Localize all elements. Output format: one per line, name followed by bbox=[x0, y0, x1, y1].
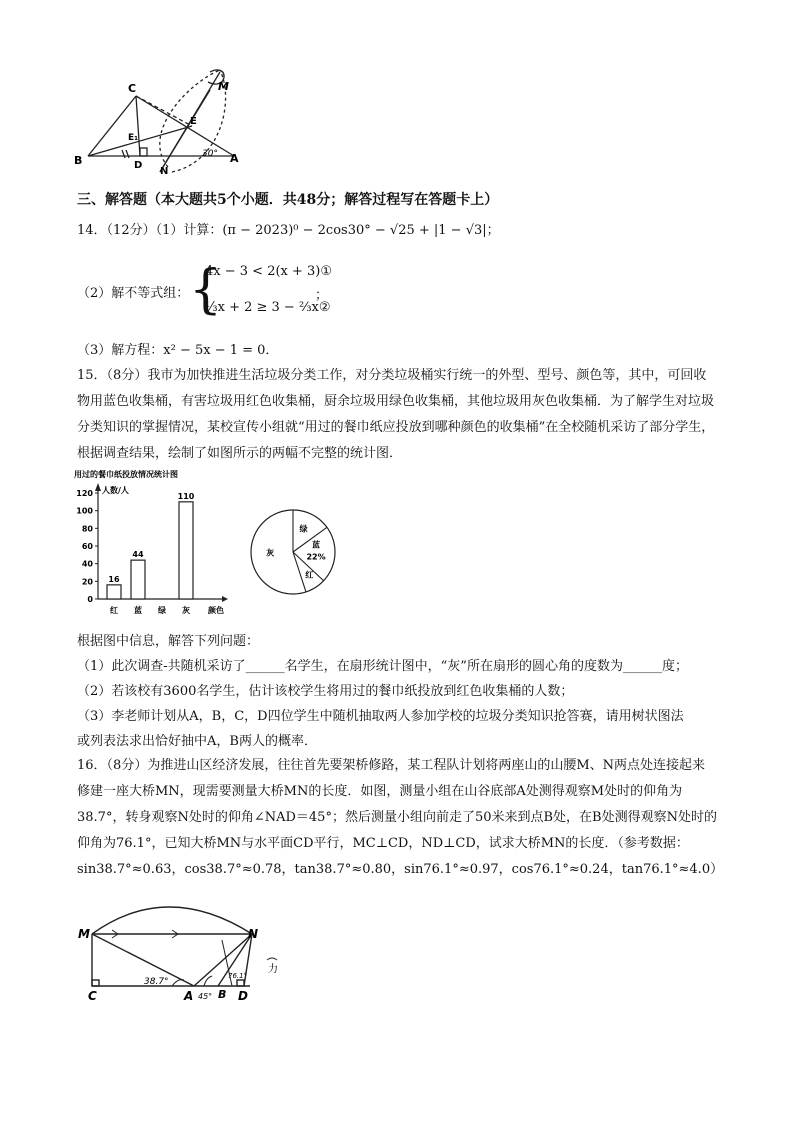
q15-sub2: （2）若该校有3600名学生，估计该校学生将用过的餐巾纸投放到红色收集桶的人数； bbox=[77, 684, 574, 699]
pie-chart bbox=[248, 506, 338, 598]
q15-text: 15．（8分）我市为加快推进生活垃圾分类工作，对分类垃圾桶实行统一的外型、型号、颜色等，其中，可回收物用蓝色收集桶，有害垃圾用红色收集桶，厨余垃圾用绿色收集桶，其他垃圾用灰色收集桶．为了解学生对垃圾分类知识的掌握情况，某校宣传小组就“用过的餐巾纸应投放到哪种颜色的收集桶”在全校随机采访了部分学生，根据调查结果，绘制了如图所示的两幅不完整的统计图． bbox=[77, 368, 715, 461]
label-N: N bbox=[248, 927, 259, 941]
label-D: D bbox=[238, 989, 248, 1003]
label-C: C bbox=[88, 989, 97, 1003]
y-tick-label: 0 bbox=[87, 595, 93, 604]
x-tick-label: 绿 bbox=[158, 606, 166, 615]
label-note: 力 bbox=[268, 964, 278, 975]
bar-value-label: 44 bbox=[132, 550, 144, 560]
geometry-figure-13 bbox=[70, 62, 255, 174]
bar-value-label: 110 bbox=[177, 491, 195, 501]
q15-sub1: （1）此次调查-共随机采访了______名学生，在扇形统计图中，“灰”所在扇形的圆心角的度数为______度； bbox=[77, 659, 688, 674]
x-axis-label: 颜色 bbox=[208, 606, 224, 615]
label-E1: E₁ bbox=[128, 133, 139, 143]
pie-slice-label: 红 bbox=[305, 570, 314, 580]
bar bbox=[179, 502, 193, 599]
label-angle-30: 30° bbox=[202, 149, 218, 159]
q14-part2-label: （2）解不等式组： bbox=[77, 286, 190, 301]
x-axis-arrow bbox=[222, 596, 228, 602]
label-angle-38-7: 38.7° bbox=[144, 977, 169, 987]
q15-prompt: 根据图中信息，解答下列问题： bbox=[77, 634, 260, 649]
label-A: A bbox=[230, 152, 239, 165]
y-tick-label: 100 bbox=[76, 506, 93, 516]
q14-part1 bbox=[77, 221, 500, 241]
brace: { bbox=[189, 260, 223, 320]
bar-chart-title: 用过的餐巾纸投放情况统计图 bbox=[74, 470, 178, 479]
y-tick-label: 60 bbox=[81, 542, 93, 551]
y-tick-label: 20 bbox=[81, 577, 93, 587]
x-tick-label: 蓝 bbox=[134, 606, 142, 615]
label-A: A bbox=[184, 989, 194, 1003]
inequality-2: ⅓x + 2 ≥ 3 − ⅔x② bbox=[205, 300, 331, 315]
y-tick-label: 80 bbox=[81, 524, 93, 534]
y-axis-label: 人数/人 bbox=[102, 486, 129, 495]
y-tick-label: 120 bbox=[76, 489, 93, 498]
label-B: B bbox=[218, 988, 227, 1001]
pie-slice-percent: 22% bbox=[306, 552, 326, 562]
x-tick-label: 灰 bbox=[182, 606, 190, 615]
label-E: E bbox=[190, 116, 197, 127]
label-N: N bbox=[160, 166, 169, 174]
y-axis-arrow bbox=[95, 483, 101, 491]
section-heading: 三、解答题（本大题共5个小题．共48分；解答过程写在答题卡上） bbox=[77, 192, 499, 208]
y-tick-label: 40 bbox=[81, 559, 93, 569]
label-C: C bbox=[128, 82, 137, 95]
bar-value-label: 16 bbox=[108, 574, 120, 584]
q14-intro: 14．（12分）（1）计算： bbox=[77, 223, 223, 238]
pie-slice-label: 灰 bbox=[266, 548, 275, 558]
q14-expression: (π − 2023)⁰ − 2cos30° − √25 + |1 − √3|； bbox=[222, 223, 500, 238]
label-angle-45: 45° bbox=[198, 992, 213, 1001]
bridge-figure-16 bbox=[72, 900, 292, 1005]
label-M: M bbox=[218, 80, 229, 93]
pie-slice-label: 蓝 bbox=[312, 540, 321, 550]
x-tick-label: 红 bbox=[110, 606, 118, 615]
q16-text: 16．（8分）为推进山区经济发展，往往首先要架桥修路，某工程队计划将两座山的山腰M、N两点处连接起来修建一座大桥MN，现需要测量大桥MN的长度．如图，测量小组在山谷底部A处测得观察M处时的仰角为38.7°，转身观察N处时的仰角∠NAD＝45°；然后测量小组向前走了50米来到点B处，在B处测得观察N处时的仰角为76.1°，已知大桥MN与水平面CD平行，MC⊥CD，ND⊥CD，试求大桥MN的长度．（参考数据：sin38.7°≈0.63，cos38.7°≈0.78，tan38.7°≈0.80，sin76.1°≈0.97，cos76.1°≈0.24，tan76.1°≈4.0） bbox=[77, 758, 724, 877]
label-D: D bbox=[134, 160, 143, 171]
q15-sub3a: （3）李老师计划从A，B，C，D四位学生中随机抽取两人参加学校的垃圾分类知识抢答赛，请用树状图法 bbox=[77, 709, 684, 724]
bar-chart bbox=[70, 465, 235, 615]
bar bbox=[131, 560, 145, 599]
label-M: M bbox=[78, 927, 90, 941]
label-B: B bbox=[74, 154, 83, 167]
bar bbox=[107, 585, 121, 599]
inequality-1: 4x − 3 < 2(x + 3)① bbox=[205, 264, 333, 279]
q15-sub3b: 或列表法求出恰好抽中A，B两人的概率． bbox=[77, 734, 317, 749]
q14-part3: （3）解方程：x² − 5x − 1 = 0． bbox=[77, 343, 279, 358]
label-angle-76-1: 76.1° bbox=[228, 972, 248, 980]
pie-slice-label: 绿 bbox=[299, 524, 308, 534]
q14-semicolon: ； bbox=[315, 288, 329, 303]
